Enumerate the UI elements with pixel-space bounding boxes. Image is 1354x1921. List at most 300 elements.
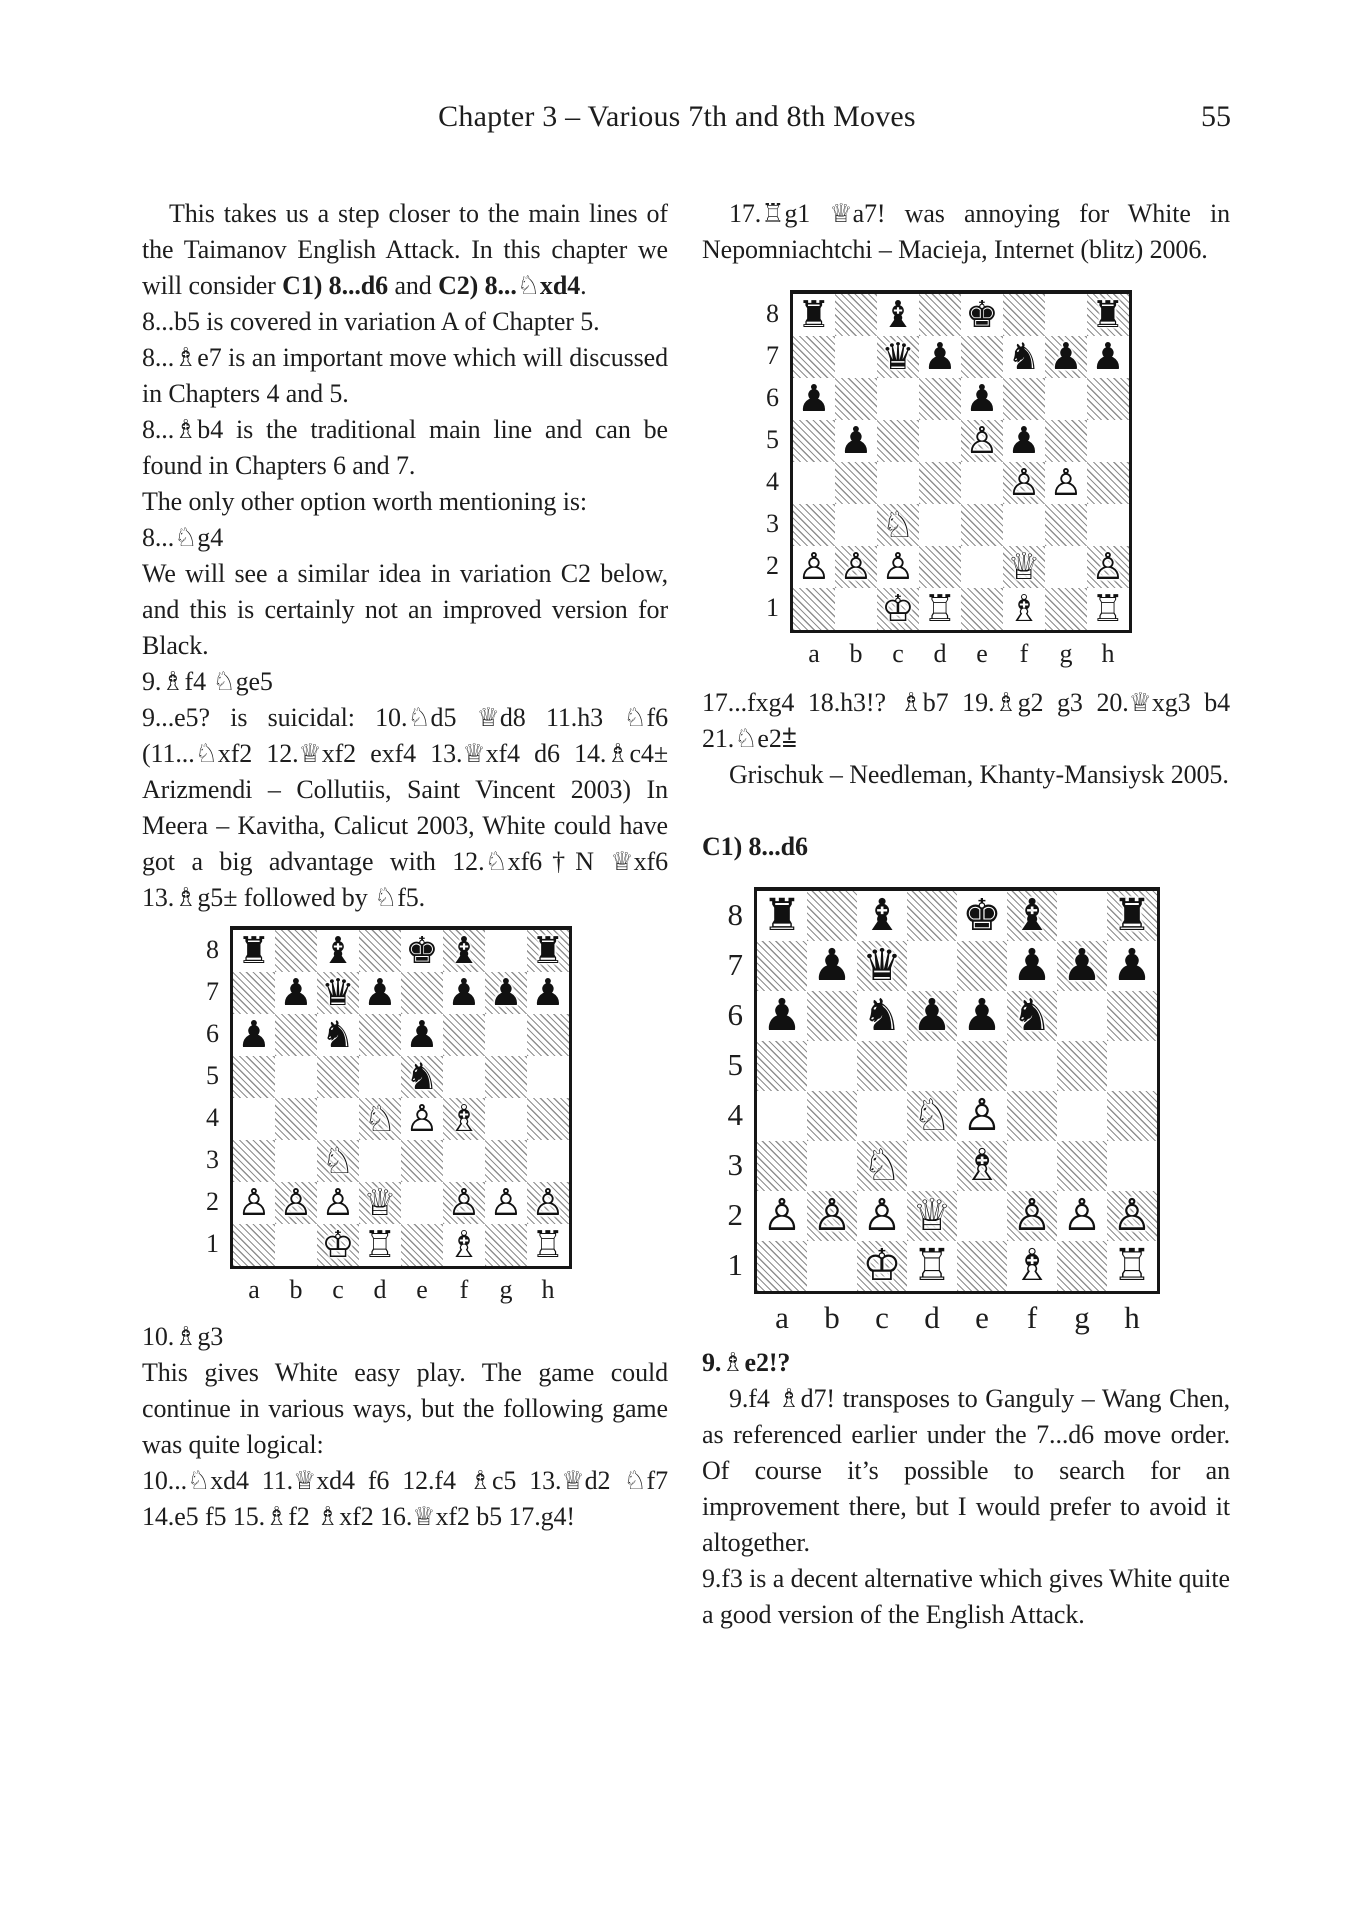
board-square	[1045, 588, 1087, 630]
board-square	[233, 1014, 275, 1056]
rank-label: 7	[766, 341, 779, 370]
paragraph-suicidal-line: 9...e5? is suicidal: 10.♘d5 ♕d8 11.h3 ♘f6 (11...♘xf2 12.♕xf2 exf4 13.♕xf4 d6 14.♗c4± Arizmendi – Collutiis, Saint Vincent 2003) In Meera – Kavitha, Calicut 2003, White could have got a big advantage with 12.♘xf6†N ♕xf6 13.♗g5± followed by ♘f5.	[142, 703, 668, 912]
board-square	[857, 1191, 907, 1241]
board-square	[961, 504, 1003, 546]
white-queen: ♕	[1007, 544, 1041, 588]
board-square	[317, 972, 359, 1014]
board-square	[1045, 504, 1087, 546]
board-square	[485, 1224, 527, 1266]
board-square	[907, 1191, 957, 1241]
board-square	[485, 1014, 527, 1056]
black-bishop: ♝	[447, 928, 481, 972]
white-pawn: ♙	[797, 544, 831, 588]
white-pawn: ♙	[447, 1180, 481, 1224]
board-square	[793, 588, 835, 630]
board-square	[1107, 1091, 1157, 1141]
board-square	[1057, 1041, 1107, 1091]
board-square	[401, 1056, 443, 1098]
white-knight: ♘	[321, 1138, 355, 1182]
board-square	[443, 1140, 485, 1182]
board-square	[443, 1056, 485, 1098]
board-square	[527, 1014, 569, 1056]
rank-label: 5	[206, 1061, 219, 1090]
black-pawn: ♟	[405, 1012, 439, 1056]
board-square	[835, 504, 877, 546]
board-square	[919, 588, 961, 630]
board-square	[793, 504, 835, 546]
black-pawn: ♟	[1112, 939, 1152, 991]
board-square	[233, 930, 275, 972]
right-column	[702, 196, 1230, 1633]
rank-label: 1	[727, 1247, 743, 1283]
black-pawn: ♟	[1007, 418, 1041, 462]
board-square	[1087, 420, 1129, 462]
board-square	[907, 891, 957, 941]
black-pawn: ♟	[447, 970, 481, 1014]
paragraph-17Rg1: 17.♖g1 ♕a7! was annoying for White in Nepomniachtchi – Macieja, Internet (blitz) 2006.	[702, 199, 1230, 264]
board-square	[1003, 462, 1045, 504]
board-square	[359, 1014, 401, 1056]
paragraph-grischuk: Grischuk – Needleman, Khanty-Mansiysk 2005.	[729, 759, 1229, 789]
board-square	[919, 504, 961, 546]
black-queen: ♛	[321, 970, 355, 1014]
board-square	[1087, 462, 1129, 504]
board-square	[835, 336, 877, 378]
rank-label: 5	[727, 1047, 743, 1083]
move-sequence-17-21: 17...fxg4 18.h3!? ♗b7 19.♗g2 g3 20.♕xg3 b4 21.♘e2⩲	[702, 687, 1230, 753]
board-square	[1003, 378, 1045, 420]
white-bishop: ♗	[962, 1139, 1002, 1191]
paragraph-other-option: The only other option worth mentioning is:	[142, 487, 587, 516]
board-square	[807, 1191, 857, 1241]
file-label: b	[849, 639, 863, 668]
board-square	[961, 378, 1003, 420]
paragraph-9f3-alternative: 9.f3 is a decent alternative which gives White quite a good version of the English Attack.	[702, 1563, 1230, 1629]
move-line-9Bf4: 9.♗f4 ♘ge5	[142, 667, 273, 696]
move-sequence-10-17: 10...♘xd4 11.♕xd4 f6 12.f4 ♗c5 13.♕d2 ♘f7 14.e5 f5 15.♗f2 ♗xf2 16.♕xf2 b5 17.g4!	[142, 1465, 668, 1531]
board-square	[807, 1241, 857, 1291]
board-square	[443, 1182, 485, 1224]
file-labels	[233, 1269, 668, 1305]
file-label: h	[1124, 1299, 1140, 1335]
rank-label: 7	[727, 947, 743, 983]
white-bishop: ♗	[1012, 1239, 1052, 1291]
board-square	[527, 1224, 569, 1266]
board-square	[443, 930, 485, 972]
board-square	[359, 1098, 401, 1140]
rank-label: 3	[766, 509, 779, 538]
black-pawn: ♟	[237, 1012, 271, 1056]
rank-label: 2	[206, 1187, 219, 1216]
black-king: ♚	[962, 889, 1002, 941]
board-square	[957, 1191, 1007, 1241]
black-pawn: ♟	[797, 376, 831, 420]
board-square	[757, 1041, 807, 1091]
file-label: a	[808, 639, 820, 668]
board-square	[807, 1091, 857, 1141]
board-square	[757, 941, 807, 991]
board-square	[1003, 336, 1045, 378]
white-pawn: ♙	[237, 1180, 271, 1224]
black-king: ♚	[405, 928, 439, 972]
board-square	[401, 1098, 443, 1140]
board-square	[957, 1091, 1007, 1141]
board-square	[877, 336, 919, 378]
rank-label: 8	[727, 897, 743, 933]
black-pawn: ♟	[965, 376, 999, 420]
board-square	[857, 1041, 907, 1091]
board-square	[857, 1091, 907, 1141]
rank-labels	[722, 887, 754, 1294]
board-square	[1087, 294, 1129, 336]
text-run: .	[580, 271, 587, 300]
board-square	[907, 1041, 957, 1091]
board-square	[1007, 1041, 1057, 1091]
black-pawn: ♟	[363, 970, 397, 1014]
board-square	[233, 1056, 275, 1098]
chapter-title: Chapter 3 – Various 7th and 8th Moves	[438, 100, 916, 133]
board-square	[317, 1098, 359, 1140]
left-column	[142, 196, 668, 1535]
board-square	[1057, 991, 1107, 1041]
black-pawn: ♟	[762, 989, 802, 1041]
board-square	[1087, 504, 1129, 546]
rank-label: 5	[766, 425, 779, 454]
black-rook: ♜	[1091, 292, 1125, 336]
board-square	[275, 1182, 317, 1224]
white-king: ♔	[862, 1239, 902, 1291]
board-square	[807, 1141, 857, 1191]
board-square	[835, 546, 877, 588]
board-square	[485, 1140, 527, 1182]
board-square	[1107, 891, 1157, 941]
board-square	[1057, 1141, 1107, 1191]
black-pawn: ♟	[839, 418, 873, 462]
board-square	[877, 462, 919, 504]
board-square	[793, 546, 835, 588]
board-square	[877, 420, 919, 462]
white-knight: ♘	[912, 1089, 952, 1141]
white-pawn: ♙	[1007, 460, 1041, 504]
board-square	[1007, 1091, 1057, 1141]
rank-label: 2	[727, 1197, 743, 1233]
board-square	[317, 1182, 359, 1224]
board-square	[443, 1224, 485, 1266]
board-square	[907, 1141, 957, 1191]
board-square	[233, 1098, 275, 1140]
black-knight: ♞	[321, 1012, 355, 1056]
board-square	[961, 588, 1003, 630]
chess-diagram-after-9Nge5	[198, 926, 668, 1305]
white-bishop: ♗	[1007, 586, 1041, 630]
file-label: h	[1101, 639, 1115, 668]
rank-label: 7	[206, 977, 219, 1006]
chess-diagram-after-8d6	[722, 887, 1230, 1335]
white-pawn: ♙	[1091, 544, 1125, 588]
board-square	[835, 294, 877, 336]
white-pawn: ♙	[489, 1180, 523, 1224]
board-square	[807, 891, 857, 941]
board-square	[317, 1224, 359, 1266]
white-pawn: ♙	[1049, 460, 1083, 504]
board-square	[857, 991, 907, 1041]
file-label: g	[1059, 639, 1073, 668]
board-square	[1087, 588, 1129, 630]
file-label: c	[875, 1299, 889, 1335]
page-number: 55	[1201, 100, 1231, 133]
file-labels	[757, 1294, 1230, 1335]
board-square	[527, 1056, 569, 1098]
paragraph-intro	[142, 196, 668, 304]
board-square	[1045, 294, 1087, 336]
board-square	[485, 1056, 527, 1098]
rank-label: 1	[206, 1229, 219, 1258]
board-square	[443, 1098, 485, 1140]
board-square	[359, 972, 401, 1014]
white-pawn: ♙	[962, 1089, 1002, 1141]
white-pawn: ♙	[1112, 1189, 1152, 1241]
board-square	[857, 941, 907, 991]
move-line-9Be2: 9.♗e2!?	[702, 1347, 791, 1377]
board-square	[877, 378, 919, 420]
board-square	[757, 1141, 807, 1191]
board-square	[1045, 420, 1087, 462]
black-pawn: ♟	[1049, 334, 1083, 378]
white-pawn: ♙	[762, 1189, 802, 1241]
board-square	[807, 1041, 857, 1091]
board-square	[1057, 1241, 1107, 1291]
board-square	[1107, 1191, 1157, 1241]
board-square	[1107, 1241, 1157, 1291]
board-square	[757, 1241, 807, 1291]
variation-heading-C1: C1) 8...d6	[702, 831, 808, 861]
white-rook: ♖	[363, 1222, 397, 1266]
black-pawn: ♟	[1091, 334, 1125, 378]
board-square	[961, 546, 1003, 588]
white-rook: ♖	[912, 1239, 952, 1291]
board-square	[1107, 1141, 1157, 1191]
board-square	[877, 504, 919, 546]
white-king: ♔	[881, 586, 915, 630]
board-square	[793, 420, 835, 462]
board-square	[961, 420, 1003, 462]
rank-label: 6	[727, 997, 743, 1033]
board-square	[275, 972, 317, 1014]
board-square	[443, 972, 485, 1014]
paragraph-8Bb4: 8...♗b4 is the traditional main line and can be found in Chapters 6 and 7.	[142, 415, 668, 480]
board-square	[857, 1241, 907, 1291]
board-square	[401, 1224, 443, 1266]
board-square	[1007, 1241, 1057, 1291]
black-knight: ♞	[405, 1054, 439, 1098]
file-label: d	[924, 1299, 940, 1335]
black-knight: ♞	[862, 989, 902, 1041]
move-line-10Bg3: 10.♗g3	[142, 1321, 224, 1351]
paragraph-8b5: 8...b5 is covered in variation A of Chapter 5.	[142, 307, 600, 336]
board-square	[757, 891, 807, 941]
white-bishop: ♗	[447, 1096, 481, 1140]
board-square	[957, 1141, 1007, 1191]
rank-labels	[758, 290, 790, 633]
black-rook: ♜	[1112, 889, 1152, 941]
board-square	[317, 1014, 359, 1056]
black-pawn: ♟	[962, 989, 1002, 1041]
black-bishop: ♝	[321, 928, 355, 972]
rank-label: 8	[766, 299, 779, 328]
board-square	[919, 294, 961, 336]
chess-board	[790, 290, 1132, 633]
black-pawn: ♟	[489, 970, 523, 1014]
black-pawn: ♟	[279, 970, 313, 1014]
white-king: ♔	[321, 1222, 355, 1266]
rank-label: 2	[766, 551, 779, 580]
board-square	[485, 1182, 527, 1224]
paragraph-easy-play: This gives White easy play. The game could continue in various ways, but the following game was quite logical:	[142, 1357, 668, 1459]
board-square	[793, 294, 835, 336]
board-square	[957, 941, 1007, 991]
board-square	[1057, 1191, 1107, 1241]
board-square	[1057, 941, 1107, 991]
board-square	[1087, 378, 1129, 420]
board-square	[1003, 588, 1045, 630]
file-label: d	[373, 1275, 387, 1304]
black-rook: ♜	[237, 928, 271, 972]
board-square	[757, 1091, 807, 1141]
board-square	[1087, 336, 1129, 378]
board-square	[1045, 546, 1087, 588]
board-square	[359, 1140, 401, 1182]
chess-board	[230, 926, 572, 1269]
board-square	[401, 1182, 443, 1224]
file-label: f	[459, 1275, 469, 1304]
board-square	[907, 1091, 957, 1141]
rank-label: 4	[766, 467, 779, 496]
white-rook: ♖	[1091, 586, 1125, 630]
board-square	[793, 378, 835, 420]
file-label: e	[416, 1275, 428, 1304]
black-bishop: ♝	[1012, 889, 1052, 941]
black-king: ♚	[965, 292, 999, 336]
board-square	[1057, 891, 1107, 941]
black-bishop: ♝	[862, 889, 902, 941]
white-queen: ♕	[912, 1189, 952, 1241]
board-square	[793, 336, 835, 378]
board-square	[1003, 504, 1045, 546]
rank-labels	[198, 926, 230, 1269]
board-square	[401, 1140, 443, 1182]
file-label: g	[499, 1275, 513, 1304]
white-pawn: ♙	[965, 418, 999, 462]
board-square	[957, 891, 1007, 941]
board-square	[1057, 1091, 1107, 1141]
board-square	[401, 1014, 443, 1056]
board-square	[275, 1224, 317, 1266]
board-square	[359, 1182, 401, 1224]
board-square	[919, 420, 961, 462]
board-square	[443, 1014, 485, 1056]
white-knight: ♘	[862, 1139, 902, 1191]
board-square	[793, 462, 835, 504]
white-pawn: ♙	[321, 1180, 355, 1224]
diagram-body	[198, 926, 668, 1269]
board-square	[877, 546, 919, 588]
board-square	[757, 1191, 807, 1241]
board-square	[907, 941, 957, 991]
white-knight: ♘	[363, 1096, 397, 1140]
board-square	[1107, 1041, 1157, 1091]
board-square	[527, 930, 569, 972]
board-square	[907, 1241, 957, 1291]
diagram-body	[758, 290, 1230, 633]
white-pawn: ♙	[1012, 1189, 1052, 1241]
board-square	[1007, 991, 1057, 1041]
white-pawn: ♙	[1062, 1189, 1102, 1241]
board-square	[317, 930, 359, 972]
text-run: C2) 8...♘xd4	[438, 271, 581, 300]
board-square	[527, 972, 569, 1014]
board-square	[485, 972, 527, 1014]
file-label: f	[1019, 639, 1029, 668]
black-rook: ♜	[762, 889, 802, 941]
board-square	[835, 420, 877, 462]
move-line-8Ng4: 8...♘g4	[142, 523, 224, 552]
board-square	[527, 1140, 569, 1182]
board-square	[1045, 336, 1087, 378]
file-label: b	[824, 1299, 840, 1335]
board-square	[233, 1224, 275, 1266]
paragraph-8Be7: 8...♗e7 is an important move which will discussed in Chapters 4 and 5.	[142, 343, 668, 408]
board-square	[485, 1098, 527, 1140]
text-run: and	[388, 271, 439, 300]
board-square	[835, 588, 877, 630]
rank-label: 8	[206, 935, 219, 964]
board-square	[1007, 1141, 1057, 1191]
file-label: a	[248, 1275, 260, 1304]
white-pawn: ♙	[531, 1180, 565, 1224]
rank-label: 1	[766, 593, 779, 622]
white-pawn: ♙	[812, 1189, 852, 1241]
board-square	[961, 462, 1003, 504]
board-square	[757, 991, 807, 1041]
black-knight: ♞	[1012, 989, 1052, 1041]
white-rook: ♖	[531, 1222, 565, 1266]
black-pawn: ♟	[912, 989, 952, 1041]
board-square	[807, 941, 857, 991]
black-pawn: ♟	[531, 970, 565, 1014]
board-square	[317, 1140, 359, 1182]
board-square	[919, 462, 961, 504]
white-queen: ♕	[363, 1180, 397, 1224]
file-label: f	[1026, 1299, 1038, 1335]
board-square	[527, 1098, 569, 1140]
black-pawn: ♟	[812, 939, 852, 991]
white-pawn: ♙	[862, 1189, 902, 1241]
board-square	[233, 1140, 275, 1182]
board-square	[877, 294, 919, 336]
board-square	[1007, 941, 1057, 991]
file-label: c	[892, 639, 904, 668]
black-pawn: ♟	[923, 334, 957, 378]
file-label: e	[975, 1299, 989, 1335]
white-pawn: ♙	[881, 544, 915, 588]
board-square	[1007, 891, 1057, 941]
white-rook: ♖	[923, 586, 957, 630]
board-square	[835, 462, 877, 504]
paragraph-similar-idea: We will see a similar idea in variation C2 below, and this is certainly not an improved version for Black.	[142, 559, 668, 660]
board-square	[961, 294, 1003, 336]
rank-label: 3	[206, 1145, 219, 1174]
black-queen: ♛	[862, 939, 902, 991]
